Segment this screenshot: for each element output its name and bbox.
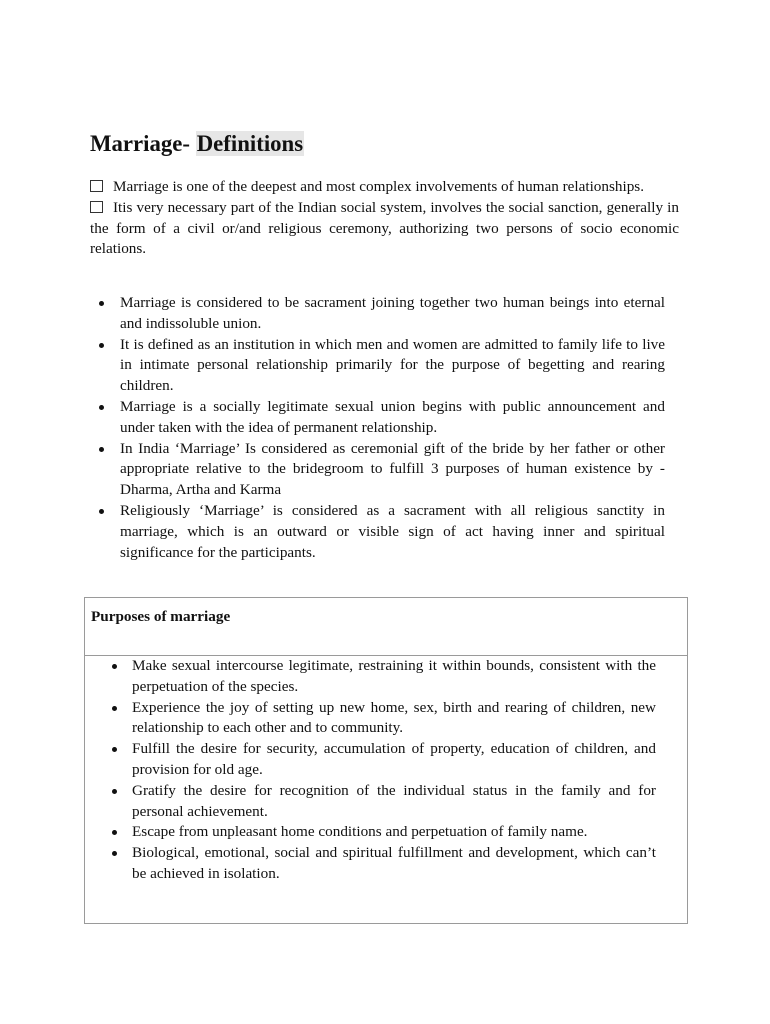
purpose-item: Escape from unpleasant home conditions and perpetuation of family name.: [102, 822, 656, 843]
purposes-list: [102, 656, 656, 885]
heading-highlight: Definitions: [196, 131, 304, 156]
definitions-list: [90, 293, 665, 563]
definition-item: It is defined as an institution in which men and women are admitted to family life to live in intimate personal relationship primarily for the purpose of begetting and rearing children.: [90, 335, 665, 397]
intro-paragraph: [90, 177, 679, 198]
definition-item: Marriage is a socially legitimate sexual union begins with public announcement and under taken with the idea of permanent relationship.: [90, 397, 665, 439]
purpose-item: Gratify the desire for recognition of the individual status in the family and for personal achievement.: [102, 781, 656, 823]
missing-glyph-icon: [90, 180, 103, 192]
purposes-table: [84, 597, 688, 924]
purpose-item: Experience the joy of setting up new home, sex, birth and rearing of children, new relationship to each other and to community.: [102, 698, 656, 740]
definition-item: Religiously ‘Marriage’ is considered as a sacrament with all religious sanctity in marriage, which is an outward or visible sign of act having inner and spiritual significance for the participants.: [90, 501, 665, 563]
definition-item: Marriage is considered to be sacrament joining together two human beings into eternal and indissoluble union.: [90, 293, 665, 335]
purpose-item: Make sexual intercourse legitimate, restraining it within bounds, consistent with the perpetuation of the species.: [102, 656, 656, 698]
section-heading: [90, 131, 304, 156]
purposes-title: Purposes of marriage: [85, 598, 687, 656]
intro-block: [90, 177, 679, 260]
definition-item: In India ‘Marriage’ Is considered as ceremonial gift of the bride by her father or other appropriate relative to the bridegroom to fulfill 3 purposes of human existence by - Dharma, Artha and Karma: [90, 439, 665, 501]
intro-text: Marriage is one of the deepest and most complex involvements of human relationships.: [113, 178, 645, 195]
purpose-item: Fulfill the desire for security, accumulation of property, education of children, and provision for old age.: [102, 739, 656, 781]
missing-glyph-icon: [90, 201, 103, 213]
heading-prefix: Marriage-: [90, 131, 196, 156]
intro-text: Itis very necessary part of the Indian social system, involves the social sanction, generally in the form of a civil or/and religious ceremony, authorizing two persons of socio economic relations.: [90, 198, 679, 258]
intro-paragraph: [90, 198, 679, 260]
purpose-item: Biological, emotional, social and spiritual fulfillment and development, which can’t be achieved in isolation.: [102, 843, 656, 885]
